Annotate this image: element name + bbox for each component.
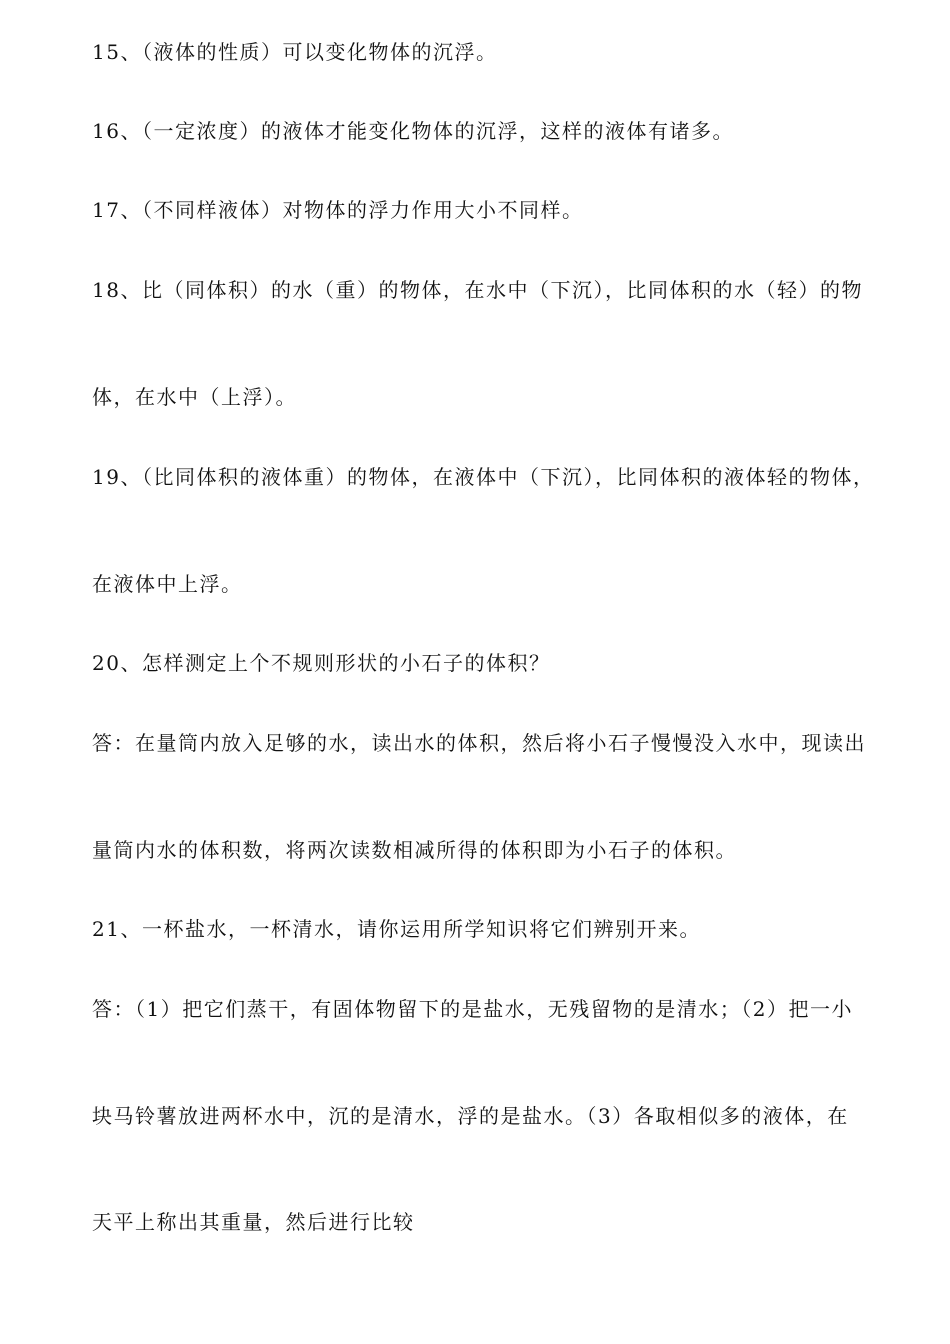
item-21-question: 21、一杯盐水，一杯清水，请你运用所学知识将它们辨别开来。 xyxy=(92,917,701,941)
item-16-text: 16、（一定浓度）的液体才能变化物体的沉浮，这样的液体有诸多。 xyxy=(92,119,734,143)
item-20-question: 20、怎样测定上个不规则形状的小石子的体积？ xyxy=(92,651,551,675)
item-20-answer: 答：在量筒内放入足够的水，读出水的体积，然后将小石子慢慢没入水中，现读出 xyxy=(92,731,866,755)
item-21-answer-cont-2: 天平上称出其重量，然后进行比较 xyxy=(92,1210,415,1234)
item-21-answer-cont-1: 块马铃薯放进两杯水中，沉的是清水，浮的是盐水。（3）各取相似多的液体，在 xyxy=(92,1104,849,1128)
item-17-text: 17、（不同样液体）对物体的浮力作用大小不同样。 xyxy=(92,198,584,222)
item-19-text: 19、（比同体积的液体重）的物体，在液体中（下沉），比同体积的液体轻的物体， xyxy=(92,465,875,489)
item-18-text: 18、比（同体积）的水（重）的物体，在水中（下沉），比同体积的水（轻）的物 xyxy=(92,278,863,302)
item-15-text: 15、（液体的性质）可以变化物体的沉浮。 xyxy=(92,40,498,64)
item-21-answer: 答：（1）把它们蒸干，有固体物留下的是盐水，无残留物的是清水；（2）把一小 xyxy=(92,997,853,1021)
item-20-answer-cont: 量筒内水的体积数，将两次读数相减所得的体积即为小石子的体积。 xyxy=(92,838,737,862)
item-18-continuation: 体，在水中（上浮）。 xyxy=(92,385,297,409)
item-19-continuation: 在液体中上浮。 xyxy=(92,572,243,596)
